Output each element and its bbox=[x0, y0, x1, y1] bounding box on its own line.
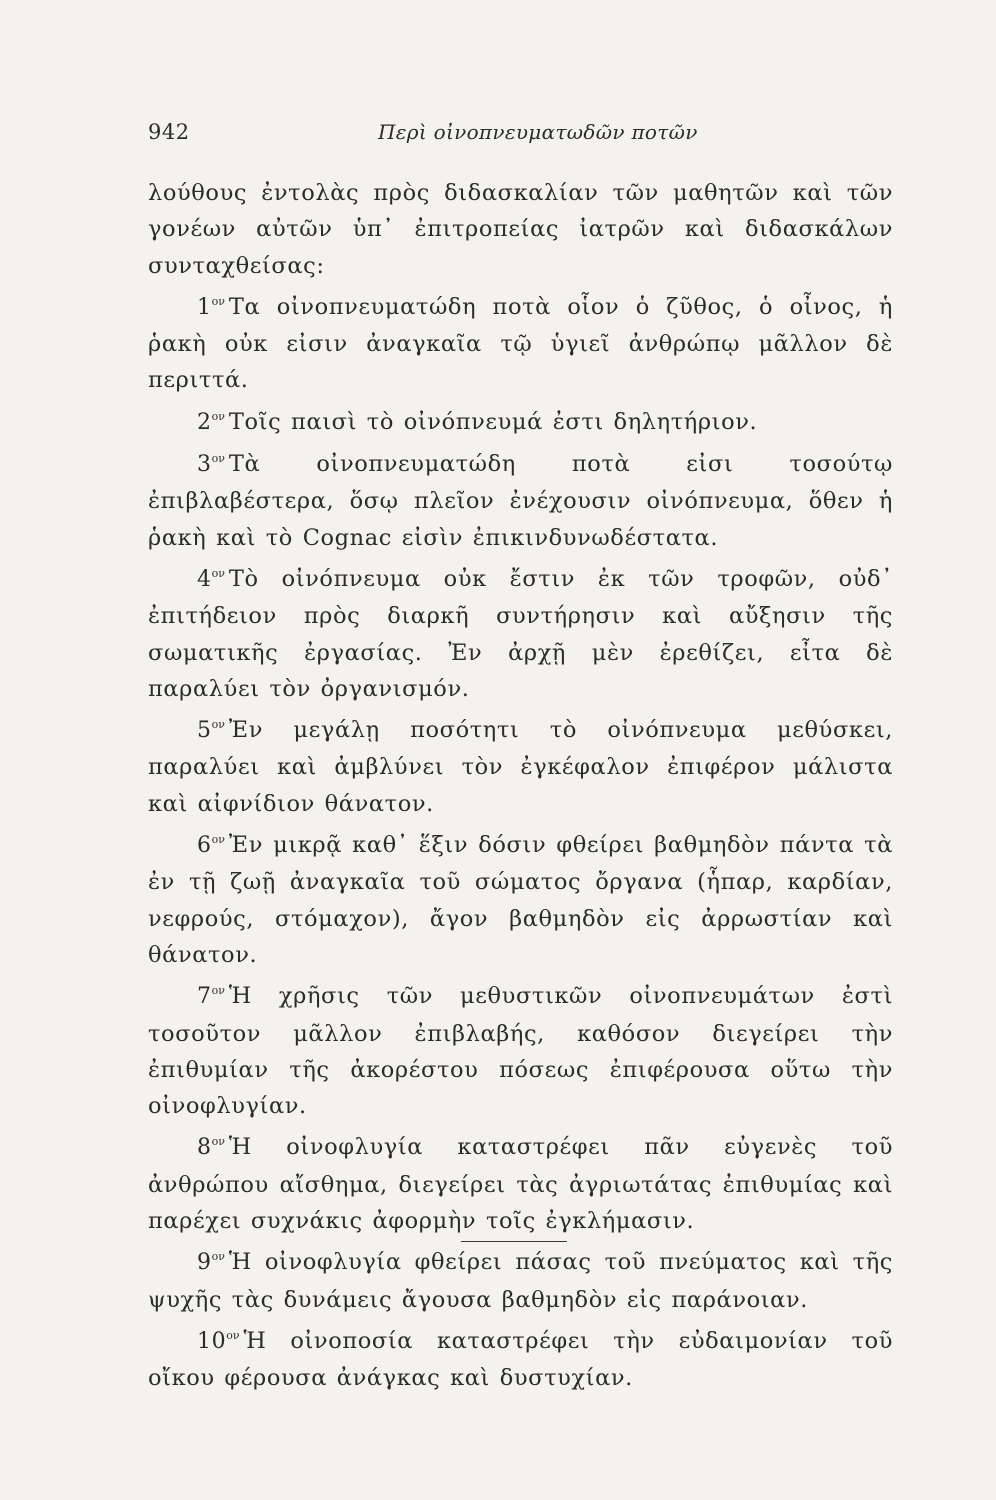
body-text bbox=[148, 175, 893, 1397]
end-rule-divider bbox=[461, 1241, 567, 1242]
list-item bbox=[148, 1239, 893, 1318]
item-text: Ἐν μικρᾷ καθ᾽ ἕξιν δόσιν φθείρει βαθμηδὸν πάντα τὰ ἐν τῇ ζωῇ ἀναγκαῖα τοῦ σώματος ὄργανα (ἧπαρ, καρδίαν, νεφρούς, στόμαχον), ἄγον βαθμηδὸν εἰς ἀρρωστίαν καὶ θάνατον. bbox=[148, 832, 893, 968]
item-text: Τὰ οἰνοπνευματώδη ποτὰ εἰσι τοσούτῳ ἐπιβλαβέστερα, ὅσῳ πλεῖον ἐνέχουσιν οἰνόπνευμα, ὅθεν ἡ ῥακὴ καὶ τὸ Cognac εἰσὶν ἐπικινδυνωδέστατα. bbox=[148, 451, 893, 551]
item-number: $8^{o\nu}$ bbox=[197, 1135, 225, 1161]
item-text: Τὸ οἰνόπνευμα οὐκ ἔστιν ἐκ τῶν τροφῶν, οὐδ᾽ ἐπιτήδειον πρὸς διαρκῆ συντήρησιν καὶ αὔξησιν τῆς σωματικῆς ἐργασίας. Ἐν ἀρχῇ μὲν ἐρεθίζει, εἶτα δὲ παραλύει τὸν ὀργανισμόν. bbox=[148, 565, 893, 702]
item-number: $9^{o\nu}$ bbox=[197, 1250, 225, 1276]
item-number: $6^{o\nu}$ bbox=[197, 833, 225, 859]
item-text: Τα οἰνοπνευματώδη ποτὰ οἷον ὁ ζῦθος, ὁ οἶνος, ἡ ῥακὴ οὐκ εἰσιν ἀναγκαῖα τῷ ὑγιεῖ ἀνθρώπῳ μᾶλλον δὲ περιττά. bbox=[148, 293, 893, 394]
item-text: Ἡ χρῆσις τῶν μεθυστικῶν οἰνοπνευμάτων ἐστὶ τοσοῦτον μᾶλλον ἐπιβλαβής, καθόσον διεγείρει τὴν ἐπιθυμίαν τῆς ἀκορέστου πόσεως ἐπιφέρουσα οὕτω τὴν οἰνοφλυγίαν. bbox=[148, 983, 893, 1120]
page-number: 942 bbox=[148, 120, 190, 144]
running-title: Περὶ οἰνοπνευματωδῶν ποτῶν bbox=[378, 120, 698, 144]
list-item bbox=[148, 822, 893, 973]
page-header bbox=[148, 120, 898, 150]
list-item bbox=[148, 284, 893, 399]
item-text: Τοῖς παισὶ τὸ οἰνόπνευμά ἐστι δηλητήριον. bbox=[228, 408, 758, 435]
list-item bbox=[148, 1124, 893, 1239]
item-number: $1^{o\nu}$ bbox=[197, 294, 225, 320]
intro-paragraph: λούθους ἐντολὰς πρὸς διδασκαλίαν τῶν μαθητῶν καὶ τῶν γονέων αὐτῶν ὑπ᾽ ἐπιτροπείας ἰατρῶν καὶ διδασκάλων συνταχθείσας: bbox=[148, 180, 893, 279]
item-number: $4^{o\nu}$ bbox=[197, 566, 225, 592]
list-item bbox=[148, 556, 893, 707]
list-item bbox=[148, 973, 893, 1124]
list-item bbox=[148, 441, 893, 556]
list-item bbox=[148, 399, 893, 441]
item-number: $7^{o\nu}$ bbox=[197, 984, 225, 1010]
item-number: $2^{o\nu}$ bbox=[197, 409, 225, 435]
item-text: Ἡ οἰνοποσία καταστρέφει τὴν εὐδαιμονίαν τοῦ οἴκου φέρουσα ἀνάγκας καὶ δυστυχίαν. bbox=[148, 1327, 893, 1392]
list-item bbox=[148, 1318, 893, 1397]
item-number: $3^{o\nu}$ bbox=[197, 452, 225, 478]
item-number: $10^{o\nu}$ bbox=[197, 1328, 240, 1354]
item-text: Ἐν μεγάλῃ ποσότητι τὸ οἰνόπνευμα μεθύσκει, παραλύει καὶ ἀμβλύνει τὸν ἐγκέφαλον ἐπιφέρον μάλιστα καὶ αἰφνίδιον θάνατον. bbox=[148, 717, 893, 817]
list-item bbox=[148, 707, 893, 822]
item-text: Ἡ οἰνοφλυγία καταστρέφει πᾶν εὐγενὲς τοῦ ἀνθρώπου αἴσθημα, διεγείρει τὰς ἀγριωτάτας ἐπιθυμίας καὶ παρέχει συχνάκις ἀφορμὴν τοῖς ἐγκλήμασιν. bbox=[148, 1134, 893, 1235]
item-number: $5^{o\nu}$ bbox=[197, 718, 225, 744]
item-text: Ἡ οἰνοφλυγία φθείρει πάσας τοῦ πνεύματος καὶ τῆς ψυχῆς τὰς δυνάμεις ἄγουσα βαθμηδὸν εἰς παράνοιαν. bbox=[148, 1249, 893, 1313]
